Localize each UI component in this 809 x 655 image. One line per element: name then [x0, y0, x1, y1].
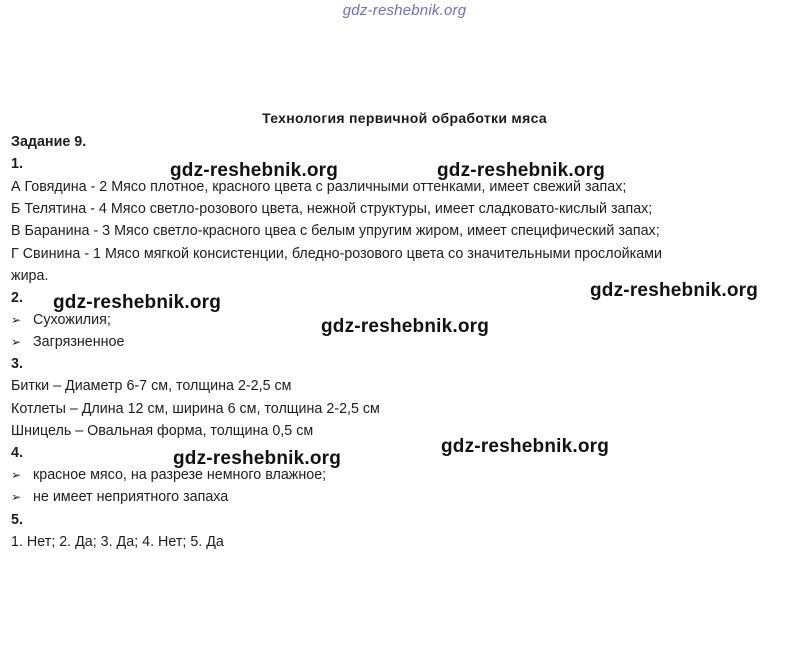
list-item-text: Загрязненное: [33, 334, 125, 350]
list-item-text: не имеет неприятного запаха: [33, 489, 229, 505]
arrow-bullet-icon: ➢: [11, 335, 22, 349]
watermark: gdz-reshebnik.org: [173, 448, 342, 469]
site-header-link[interactable]: gdz-reshebnik.org: [342, 2, 467, 19]
answer-line: Б Телятина - 4 Мясо светло-розового цвета, нежной структуры, имеет сладковато-кислый запах;: [11, 201, 653, 217]
watermark: gdz-reshebnik.org: [321, 316, 490, 337]
list-item: [11, 333, 124, 351]
watermark: gdz-reshebnik.org: [441, 436, 610, 457]
section-4-number: 4.: [11, 445, 23, 461]
answer-line: Шницель – Овальная форма, толщина 0,5 см: [11, 423, 314, 439]
arrow-bullet-icon: ➢: [11, 468, 22, 482]
task-heading: Задание 9.: [11, 134, 87, 150]
list-item-text: красное мясо, на разрезе немного влажное;: [33, 467, 327, 483]
watermark: gdz-reshebnik.org: [437, 160, 606, 181]
section-3-number: 3.: [11, 356, 23, 372]
document-title: Технология первичной обработки мяса: [262, 110, 547, 126]
answer-line: 1. Нет; 2. Да; 3. Да; 4. Нет; 5. Да: [11, 534, 224, 550]
watermark: gdz-reshebnik.org: [170, 160, 339, 181]
arrow-bullet-icon: ➢: [11, 490, 22, 504]
watermark: gdz-reshebnik.org: [53, 292, 222, 313]
arrow-bullet-icon: ➢: [11, 313, 22, 327]
list-item: [11, 488, 228, 506]
answer-line: жира.: [11, 268, 49, 284]
answer-line: Г Свинина - 1 Мясо мягкой консистенции, бледно-розового цвета со значительными прослойками: [11, 246, 662, 262]
section-2-number: 2.: [11, 290, 23, 306]
answer-line: В Баранина - 3 Мясо светло-красного цвеа с белым упругим жиром, имеет специфический запах;: [11, 223, 660, 239]
section-5-number: 5.: [11, 512, 23, 528]
answer-line: Котлеты – Длина 12 см, ширина 6 см, толщина 2-2,5 см: [11, 401, 380, 417]
section-1-number: 1.: [11, 156, 23, 172]
answer-line: Битки – Диаметр 6-7 см, толщина 2-2,5 см: [11, 378, 292, 394]
answer-line: А Говядина - 2 Мясо плотное, красного цвета с различными оттенками, имеет свежий запах;: [11, 179, 627, 195]
watermark: gdz-reshebnik.org: [590, 280, 759, 301]
list-item-text: Сухожилия;: [33, 312, 111, 328]
